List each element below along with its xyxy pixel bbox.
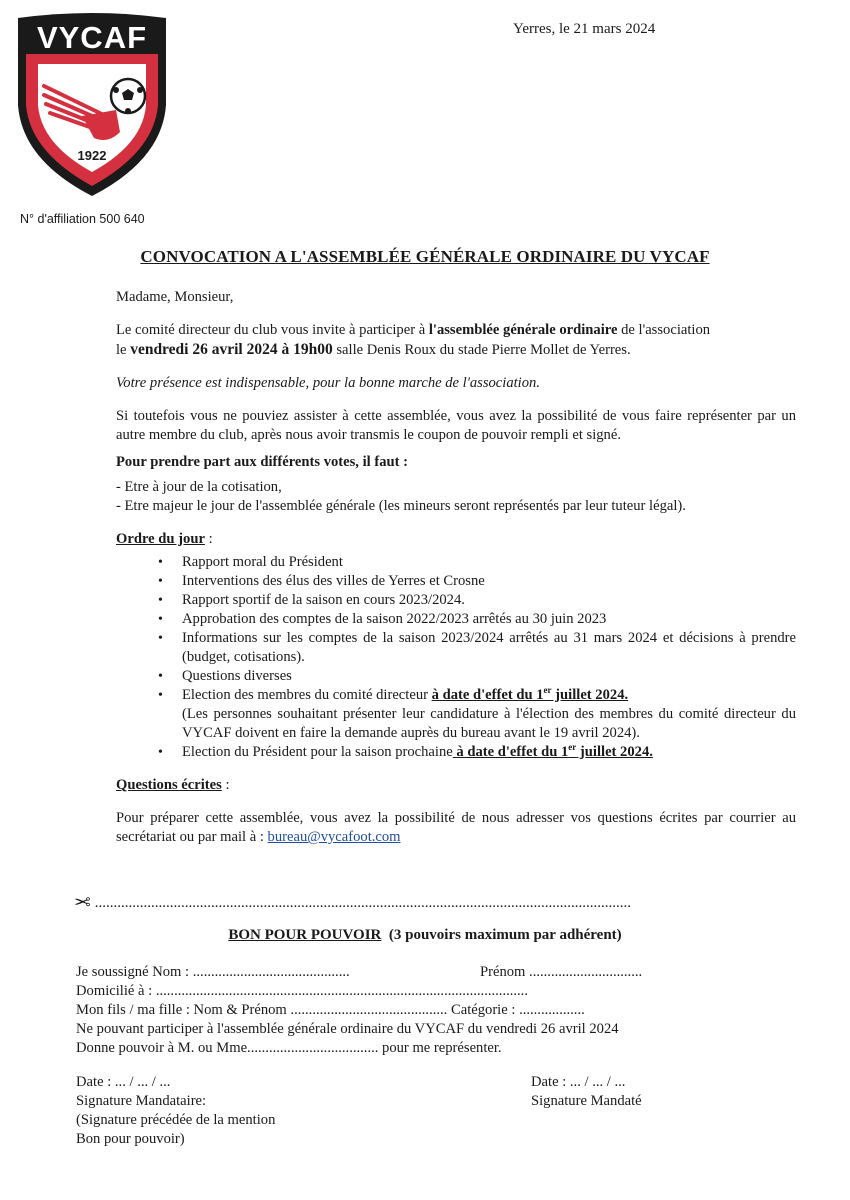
field-nom[interactable]: Je soussigné Nom : ........................................... (76, 964, 350, 980)
agenda-list (116, 553, 796, 762)
condition-1: - Etre à jour de la cotisation, (116, 479, 282, 495)
field-enfant[interactable]: Mon fils / ma fille : Nom & Prénom ........................................... (76, 1002, 448, 1018)
candidature-note: (Les personnes souhaitant présenter leur candidature à l'élection des membres du comité directeur du VYCAF doivent en faire la demande auprès du bureau avant le 19 avril 2024). (182, 706, 796, 741)
field-categorie[interactable]: Catégorie : .................. (450, 1002, 585, 1018)
votes-heading: Pour prendre part aux différents votes, il faut : (116, 454, 408, 470)
effective-date: à date d'effet du 1er juillet 2024. (431, 685, 629, 703)
scissors-icon: ✂ (74, 892, 91, 914)
agenda-item-election-president: • Election du Président pour la saison prochaine à date d'effet du 1er juillet 2024. (182, 743, 796, 762)
proxy-paragraph: Si toutefois vous ne pouviez assister à cette assemblée, vous avez la possibilité de vous faire représenter par un autre membre du club, après nous avoir transmis le coupon de pouvoir rempli et signé. (116, 408, 796, 443)
svg-text:VYCAF: VYCAF (36, 20, 148, 55)
field-domicile[interactable]: Domicilié à : ...................................................................................................... (76, 983, 528, 999)
letter-body (116, 288, 796, 847)
agenda-item: • Rapport moral du Président (182, 553, 796, 572)
date-field-right[interactable]: Date : ... / ... / ... (531, 1074, 626, 1090)
statement: Ne pouvant participer à l'assemblée générale ordinaire du VYCAF du vendredi 26 avril 2024 (76, 1021, 619, 1037)
questions-paragraph: Pour préparer cette assemblée, vous avez la possibilité de nous adresser vos questions écrites par courrier au secrétariat ou par mail à : bureau@vycafoot.com (116, 810, 796, 845)
meeting-date: vendredi 26 avril 2024 à 19h00 (130, 341, 333, 358)
questions-heading: Questions écrites (116, 777, 222, 793)
row-name (76, 963, 776, 982)
agenda-item: • Approbation des comptes de la saison 2022/2023 arrêtés au 30 juin 2023 (182, 610, 796, 629)
condition-2: - Etre majeur le jour de l'assemblée générale (les mineurs seront représentés par leur tuteur légal). (116, 498, 686, 514)
document-title: CONVOCATION A L'ASSEMBLÉE GÉNÉRALE ORDINAIRE DU VYCAF (140, 247, 710, 266)
affiliation-number: N° d'affiliation 500 640 (20, 212, 145, 226)
invitation-paragraph: Le comité directeur du club vous invite à participer à l'assemblée générale ordinaire de l'association le vendredi 26 avril 2024 à 19h00 salle Denis Roux du stade Pierre Mollet de Yerres. (116, 322, 711, 358)
salutation: Madame, Monsieur, (116, 289, 234, 305)
agenda-heading-line: Ordre du jour : (116, 531, 213, 547)
agenda-item: • Informations sur les comptes de la saison 2023/2024 arrêtés au 31 mars 2024 et décisions à prendre (budget, cotisations). (182, 629, 796, 667)
row-child (76, 1001, 776, 1020)
date-field-left[interactable]: Date : ... / ... / ... (76, 1074, 171, 1090)
agenda-item-election-committee: • Election des membres du comité directeur à date d'effet du 1er juillet 2024. (Les personnes souhaitant présenter leur candidature à l'élection des membres du comité directeur du VYCAF doivent en faire la demande auprès du bureau avant le 19 avril 2024). (182, 686, 796, 743)
presence-note: Votre présence est indispensable, pour la bonne marche de l'association. (116, 375, 540, 391)
agenda-item: • Rapport sportif de la saison en cours 2023/2024. (182, 591, 796, 610)
questions-heading-line: Questions écrites : (116, 777, 230, 793)
proxy-coupon-title: BON POUR POUVOIR (3 pouvoirs maximum par adhérent) (228, 927, 622, 943)
field-prenom[interactable]: Prénom ............................... (480, 964, 643, 980)
email-link[interactable]: bureau@vycafoot.com (267, 829, 401, 845)
cut-line: ✂ ............................................................................................................................................... (74, 892, 632, 914)
signature-mandate: Date : ... / ... / ... Signature Mandaté (531, 1074, 642, 1109)
effective-date: à date d'effet du 1er juillet 2024. (456, 742, 653, 760)
club-crest-icon (12, 10, 172, 200)
field-pouvoir[interactable]: Donne pouvoir à M. ou Mme.................................... pour me représenter. (76, 1040, 502, 1056)
vycaf-logo (12, 10, 172, 200)
agenda-heading: Ordre du jour (116, 531, 205, 547)
agenda-item: • Questions diverses (182, 667, 796, 686)
proxy-form (76, 963, 776, 1058)
signature-mandataire: Date : ... / ... / ... Signature Mandataire: (Signature précédée de la mention Bon pour pouvoir) (76, 1074, 276, 1147)
place-and-date: Yerres, le 21 mars 2024 (513, 21, 656, 37)
agenda-item: • Interventions des élus des villes de Yerres et Crosne (182, 572, 796, 591)
svg-text:1922: 1922 (77, 148, 107, 163)
